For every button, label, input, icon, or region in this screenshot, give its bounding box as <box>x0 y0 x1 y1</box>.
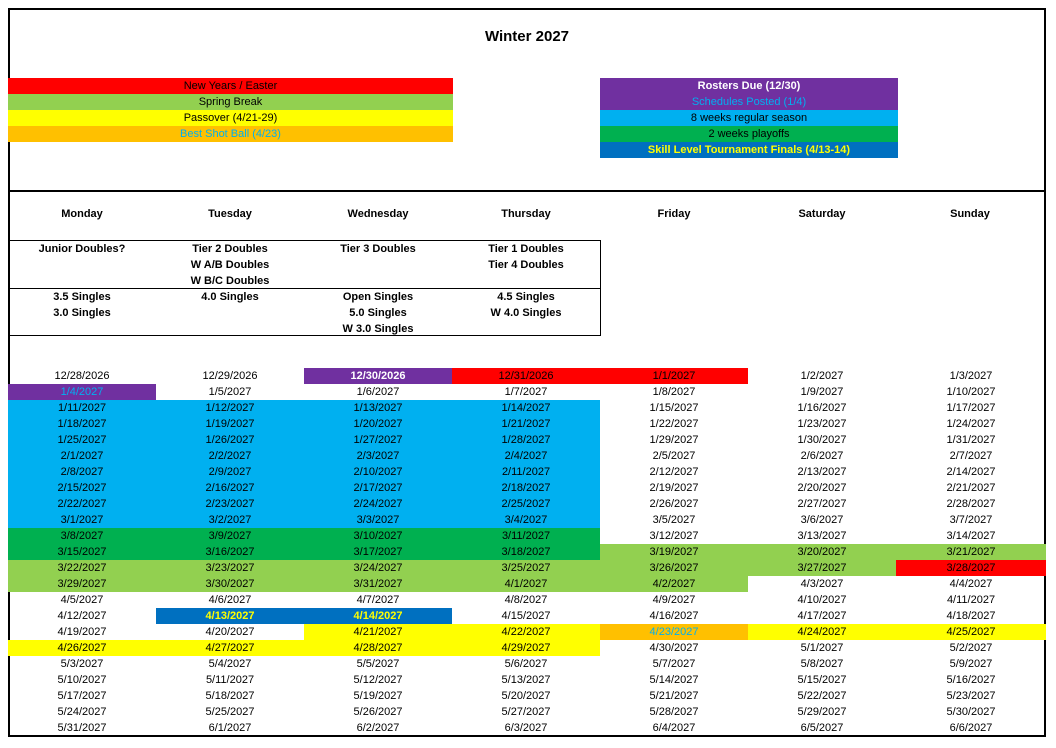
legend-left-item: New Years / Easter <box>8 78 453 94</box>
date-cell: 1/4/2027 <box>8 384 156 400</box>
date-cell: 4/19/2027 <box>57 626 107 638</box>
day-header-sunday: Sunday <box>950 208 990 220</box>
date-cell: 4/10/2027 <box>797 594 847 606</box>
date-cell: 1/21/2027 <box>452 416 600 432</box>
header-divider <box>8 190 1046 192</box>
date-cell: 1/29/2027 <box>649 434 699 446</box>
date-cell: 3/13/2027 <box>797 530 847 542</box>
week-row <box>8 576 1046 592</box>
date-cell: 1/25/2027 <box>8 432 156 448</box>
date-cell: 3/3/2027 <box>304 512 452 528</box>
date-cell: 2/23/2027 <box>156 496 304 512</box>
date-cell: 3/17/2027 <box>304 544 452 560</box>
week-row <box>8 496 1046 512</box>
date-cell: 1/31/2027 <box>946 434 996 446</box>
date-cell: 1/2/2027 <box>800 370 844 382</box>
date-cell: 5/18/2027 <box>205 690 255 702</box>
date-cell: 1/16/2027 <box>797 402 847 414</box>
date-cell: 2/17/2027 <box>304 480 452 496</box>
date-cell: 5/5/2027 <box>356 658 400 670</box>
page-title: Winter 2027 <box>484 28 570 45</box>
date-cell: 5/11/2027 <box>205 674 255 686</box>
date-cell: 4/26/2027 <box>8 640 156 656</box>
date-cell: 2/6/2027 <box>800 450 844 462</box>
date-cell: 2/11/2027 <box>452 464 600 480</box>
singles-cell-line: 4.0 Singles <box>201 291 259 303</box>
day-header-saturday: Saturday <box>798 208 846 220</box>
date-cell: 4/29/2027 <box>452 640 600 656</box>
legend-right-item: 8 weeks regular season <box>600 110 898 126</box>
singles-cell-line: 4.5 Singles <box>497 291 555 303</box>
date-cell: 1/20/2027 <box>304 416 452 432</box>
day-header-thursday: Thursday <box>501 208 551 220</box>
date-cell: 5/12/2027 <box>353 674 403 686</box>
date-cell: 4/30/2027 <box>649 642 699 654</box>
date-cell: 1/19/2027 <box>156 416 304 432</box>
date-cell: 3/21/2027 <box>896 544 1046 560</box>
date-cell: 4/28/2027 <box>304 640 452 656</box>
singles-cell-line: 5.0 Singles <box>349 307 407 319</box>
week-row <box>8 688 1046 704</box>
date-cell: 4/2/2027 <box>600 576 748 592</box>
date-cell: 12/28/2026 <box>54 370 110 382</box>
week-row <box>8 528 1046 544</box>
date-cell: 5/21/2027 <box>649 690 699 702</box>
date-cell: 2/20/2027 <box>797 482 847 494</box>
singles-cell-line: Open Singles <box>342 291 414 303</box>
date-cell: 2/1/2027 <box>8 448 156 464</box>
date-cell: 1/17/2027 <box>946 402 996 414</box>
date-cell: 4/23/2027 <box>600 624 748 640</box>
doubles-cell-line: Tier 3 Doubles <box>340 243 416 255</box>
date-cell: 4/17/2027 <box>797 610 847 622</box>
singles-cell <box>452 289 600 321</box>
day-header-friday: Friday <box>657 208 691 220</box>
date-cell: 5/23/2027 <box>946 690 996 702</box>
date-cell: 6/4/2027 <box>652 722 696 734</box>
doubles-cell-line: W B/C Doubles <box>190 275 270 287</box>
date-cell: 5/19/2027 <box>353 690 403 702</box>
date-cell: 2/26/2027 <box>649 498 699 510</box>
date-cell: 1/28/2027 <box>452 432 600 448</box>
legend-right-item: Rosters Due (12/30) <box>600 78 898 94</box>
date-cell: 5/8/2027 <box>800 658 844 670</box>
doubles-cell <box>304 241 452 257</box>
date-cell: 3/24/2027 <box>304 560 452 576</box>
date-cell: 2/5/2027 <box>652 450 696 462</box>
date-cell: 1/24/2027 <box>946 418 996 430</box>
date-cell: 4/12/2027 <box>57 610 107 622</box>
legend-left-item: Passover (4/21-29) <box>8 110 453 126</box>
week-row <box>8 624 1046 640</box>
date-cell: 2/25/2027 <box>452 496 600 512</box>
date-cell: 4/13/2027 <box>156 608 304 624</box>
date-cell: 5/17/2027 <box>57 690 107 702</box>
date-cell: 4/20/2027 <box>205 626 255 638</box>
date-cell: 2/22/2027 <box>8 496 156 512</box>
date-cell: 12/30/2026 <box>304 368 452 384</box>
doubles-cell-line: Tier 1 Doubles <box>488 243 564 255</box>
date-cell: 3/28/2027 <box>896 560 1046 576</box>
date-cell: 5/28/2027 <box>649 706 699 718</box>
date-cell: 2/9/2027 <box>156 464 304 480</box>
date-cell: 3/10/2027 <box>304 528 452 544</box>
date-cell: 1/18/2027 <box>8 416 156 432</box>
week-row <box>8 592 1046 608</box>
singles-cell <box>304 289 452 337</box>
week-row <box>8 672 1046 688</box>
date-cell: 5/29/2027 <box>797 706 847 718</box>
date-cell: 2/18/2027 <box>452 480 600 496</box>
date-cell: 5/6/2027 <box>504 658 548 670</box>
legend-left-item: Spring Break <box>8 94 453 110</box>
date-cell: 4/21/2027 <box>304 624 452 640</box>
date-cell: 1/6/2027 <box>356 386 400 398</box>
week-row <box>8 544 1046 560</box>
date-cell: 4/24/2027 <box>748 624 896 640</box>
date-cell: 4/8/2027 <box>504 594 548 606</box>
week-row <box>8 640 1046 656</box>
date-cell: 6/1/2027 <box>208 722 252 734</box>
date-cell: 3/9/2027 <box>156 528 304 544</box>
singles-cell-line: 3.5 Singles <box>53 291 111 303</box>
date-cell: 1/27/2027 <box>304 432 452 448</box>
date-cell: 5/31/2027 <box>57 722 107 734</box>
date-cell: 3/14/2027 <box>946 530 996 542</box>
date-cell: 4/1/2027 <box>452 576 600 592</box>
date-cell: 5/15/2027 <box>797 674 847 686</box>
date-cell: 5/2/2027 <box>949 642 993 654</box>
legend-right-item: 2 weeks playoffs <box>600 126 898 142</box>
date-cell: 12/29/2026 <box>202 370 258 382</box>
week-row <box>8 704 1046 720</box>
date-cell: 3/31/2027 <box>304 576 452 592</box>
legend-right-item: Schedules Posted (1/4) <box>600 94 898 110</box>
date-cell: 2/4/2027 <box>452 448 600 464</box>
date-cell: 1/3/2027 <box>949 370 993 382</box>
week-row <box>8 656 1046 672</box>
day-header-tuesday: Tuesday <box>208 208 252 220</box>
date-cell: 1/9/2027 <box>800 386 844 398</box>
singles-cell <box>8 289 156 321</box>
date-cell: 5/14/2027 <box>649 674 699 686</box>
singles-cell-line: W 4.0 Singles <box>490 307 562 319</box>
date-cell: 4/25/2027 <box>896 624 1046 640</box>
date-cell: 3/18/2027 <box>452 544 600 560</box>
week-row <box>8 608 1046 624</box>
date-cell: 2/13/2027 <box>797 466 847 478</box>
date-cell: 2/16/2027 <box>156 480 304 496</box>
date-cell: 5/9/2027 <box>949 658 993 670</box>
date-cell: 3/4/2027 <box>452 512 600 528</box>
date-cell: 2/12/2027 <box>649 466 699 478</box>
date-cell: 6/5/2027 <box>800 722 844 734</box>
date-cell: 5/16/2027 <box>946 674 996 686</box>
date-cell: 2/3/2027 <box>304 448 452 464</box>
doubles-cell-line: Tier 4 Doubles <box>488 259 564 271</box>
singles-cell-line: W 3.0 Singles <box>342 323 414 335</box>
date-cell: 2/14/2027 <box>946 466 996 478</box>
doubles-cell <box>8 241 156 257</box>
date-cell: 3/2/2027 <box>156 512 304 528</box>
date-cell: 3/20/2027 <box>748 544 896 560</box>
singles-cell-line: 3.0 Singles <box>53 307 111 319</box>
week-row <box>8 432 1046 448</box>
date-cell: 1/7/2027 <box>504 386 548 398</box>
date-cell: 2/10/2027 <box>304 464 452 480</box>
date-cell: 3/29/2027 <box>8 576 156 592</box>
date-cell: 2/15/2027 <box>8 480 156 496</box>
week-row <box>8 368 1046 384</box>
date-cell: 5/20/2027 <box>501 690 551 702</box>
date-cell: 3/12/2027 <box>649 530 699 542</box>
date-cell: 5/3/2027 <box>60 658 104 670</box>
doubles-cell-line: Tier 2 Doubles <box>192 243 268 255</box>
week-row <box>8 384 1046 400</box>
date-cell: 4/4/2027 <box>949 578 993 590</box>
date-cell: 3/23/2027 <box>156 560 304 576</box>
date-cell: 5/10/2027 <box>57 674 107 686</box>
legend-right-item: Skill Level Tournament Finals (4/13-14) <box>600 142 898 158</box>
date-cell: 1/8/2027 <box>652 386 696 398</box>
date-cell: 3/1/2027 <box>8 512 156 528</box>
date-cell: 4/27/2027 <box>156 640 304 656</box>
date-cell: 5/30/2027 <box>946 706 996 718</box>
date-cell: 4/11/2027 <box>946 594 996 606</box>
date-cell: 3/11/2027 <box>452 528 600 544</box>
week-row <box>8 464 1046 480</box>
date-cell: 1/15/2027 <box>649 402 699 414</box>
date-cell: 2/19/2027 <box>649 482 699 494</box>
date-cell: 1/12/2027 <box>156 400 304 416</box>
date-cell: 3/27/2027 <box>748 560 896 576</box>
week-row <box>8 560 1046 576</box>
date-cell: 4/9/2027 <box>652 594 696 606</box>
date-cell: 1/13/2027 <box>304 400 452 416</box>
singles-cell <box>156 289 304 305</box>
date-cell: 5/27/2027 <box>501 706 551 718</box>
date-cell: 12/31/2026 <box>452 368 600 384</box>
date-cell: 5/1/2027 <box>800 642 844 654</box>
date-cell: 3/15/2027 <box>8 544 156 560</box>
legend-left <box>8 78 453 142</box>
date-cell: 1/5/2027 <box>208 386 252 398</box>
doubles-cell-line: Junior Doubles? <box>38 243 126 255</box>
date-cell: 5/4/2027 <box>208 658 252 670</box>
week-row <box>8 512 1046 528</box>
date-cell: 2/28/2027 <box>946 498 996 510</box>
doubles-cell-line: W A/B Doubles <box>190 259 270 271</box>
date-cell: 6/2/2027 <box>356 722 400 734</box>
calendar-grid <box>8 368 1046 736</box>
day-header-wednesday: Wednesday <box>347 208 409 220</box>
date-cell: 3/30/2027 <box>156 576 304 592</box>
date-cell: 6/6/2027 <box>949 722 993 734</box>
date-cell: 1/10/2027 <box>946 386 996 398</box>
week-row <box>8 416 1046 432</box>
date-cell: 1/23/2027 <box>797 418 847 430</box>
date-cell: 3/26/2027 <box>600 560 748 576</box>
week-row <box>8 400 1046 416</box>
week-row <box>8 480 1046 496</box>
date-cell: 1/1/2027 <box>600 368 748 384</box>
date-cell: 5/26/2027 <box>353 706 403 718</box>
date-cell: 4/14/2027 <box>304 608 452 624</box>
date-cell: 4/6/2027 <box>208 594 252 606</box>
date-cell: 5/24/2027 <box>57 706 107 718</box>
date-cell: 1/11/2027 <box>8 400 156 416</box>
date-cell: 4/3/2027 <box>800 578 844 590</box>
date-cell: 4/5/2027 <box>60 594 104 606</box>
date-cell: 3/7/2027 <box>949 514 993 526</box>
date-cell: 6/3/2027 <box>504 722 548 734</box>
date-cell: 3/19/2027 <box>600 544 748 560</box>
date-cell: 3/6/2027 <box>800 514 844 526</box>
date-cell: 1/22/2027 <box>649 418 699 430</box>
week-row <box>8 448 1046 464</box>
date-cell: 3/8/2027 <box>8 528 156 544</box>
date-cell: 5/25/2027 <box>205 706 255 718</box>
date-cell: 2/8/2027 <box>8 464 156 480</box>
date-cell: 2/27/2027 <box>797 498 847 510</box>
date-cell: 4/7/2027 <box>356 594 400 606</box>
date-cell: 2/21/2027 <box>946 482 996 494</box>
date-cell: 5/7/2027 <box>652 658 696 670</box>
legend-right <box>600 78 898 158</box>
date-cell: 3/16/2027 <box>156 544 304 560</box>
date-cell: 1/14/2027 <box>452 400 600 416</box>
date-cell: 2/24/2027 <box>304 496 452 512</box>
date-cell: 4/16/2027 <box>649 610 699 622</box>
doubles-cell <box>452 241 600 273</box>
doubles-cell <box>156 241 304 289</box>
date-cell: 4/18/2027 <box>946 610 996 622</box>
date-cell: 3/25/2027 <box>452 560 600 576</box>
date-cell: 4/15/2027 <box>501 610 551 622</box>
week-row <box>8 720 1046 736</box>
legend-left-item: Best Shot Ball (4/23) <box>8 126 453 142</box>
date-cell: 4/22/2027 <box>452 624 600 640</box>
date-cell: 5/13/2027 <box>501 674 551 686</box>
date-cell: 3/5/2027 <box>652 514 696 526</box>
date-cell: 3/22/2027 <box>8 560 156 576</box>
date-cell: 1/26/2027 <box>156 432 304 448</box>
date-cell: 2/2/2027 <box>156 448 304 464</box>
date-cell: 1/30/2027 <box>797 434 847 446</box>
date-cell: 5/22/2027 <box>797 690 847 702</box>
date-cell: 2/7/2027 <box>949 450 993 462</box>
day-header-monday: Monday <box>61 208 103 220</box>
